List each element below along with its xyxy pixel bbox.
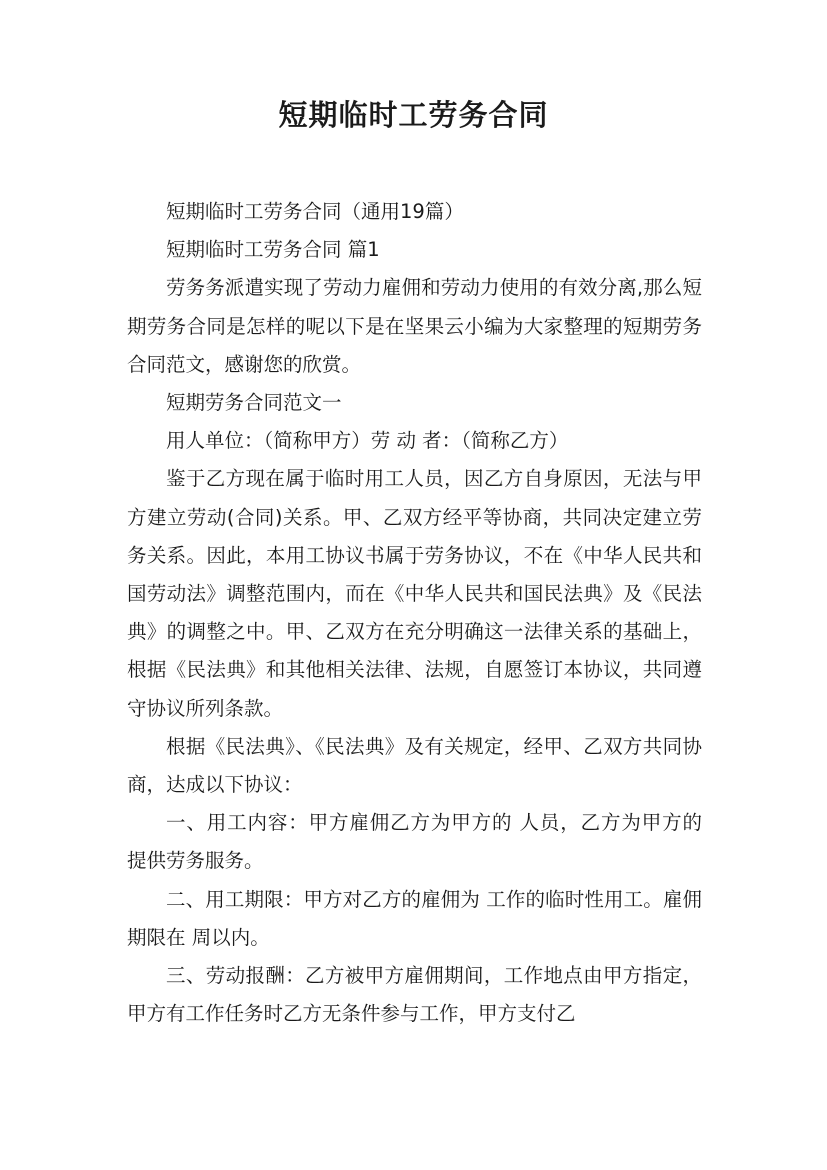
sample-heading: 短期劳务合同范文一 (166, 391, 342, 415)
intro-paragraph: 劳务务派遣实现了劳动力雇佣和劳动力使用的有效分离,那么短期劳务合同是怎样的呢以下是在坚果云小编为大家整理的短期劳务合同范文，感谢您的欣赏。 (127, 276, 702, 376)
parties-paragraph: 用人单位：（简称甲方）劳 动 者：（简称乙方） (166, 429, 569, 453)
clause-2-paragraph: 二、用工期限：甲方对乙方的雇佣为 工作的临时性用工。雇佣期限在 周以内。 (127, 887, 702, 949)
document-title: 短期临时工劳务合同 (278, 98, 549, 132)
clause-3-paragraph: 三、劳动报酬：乙方被甲方雇佣期间，工作地点由甲方指定，甲方有工作任务时乙方无条件参与工作，甲方支付乙 (127, 964, 702, 1026)
subtitle-paragraph: 短期临时工劳务合同（通用19篇） (166, 200, 464, 223)
clause-1-paragraph: 一、用工内容：甲方雇佣乙方为甲方的 人员，乙方为甲方的 提供劳务服务。 (127, 811, 702, 873)
document-body (127, 193, 702, 1033)
preamble-paragraph: 鉴于乙方现在属于临时用工人员，因乙方自身原因，无法与甲方建立劳动(合同)关系。甲、乙双方经平等协商，共同决定建立劳务关系。因此，本用工协议书属于劳务协议，不在《中华人民共和国劳动法》调整范围内，而在《中华人民共和国民法典》及《民法典》的调整之中。甲、乙双方在充分明确这一法律关系的基础上，根据《民法典》和其他相关法律、法规，自愿签订本协议，共同遵守协议所列条款。 (127, 467, 702, 720)
section-heading: 短期临时工劳务合同 篇1 (166, 238, 380, 262)
agreement-basis-paragraph: 根据《民法典》、《民法典》及有关规定，经甲、乙双方共同协商，达成以下协议： (127, 734, 702, 797)
